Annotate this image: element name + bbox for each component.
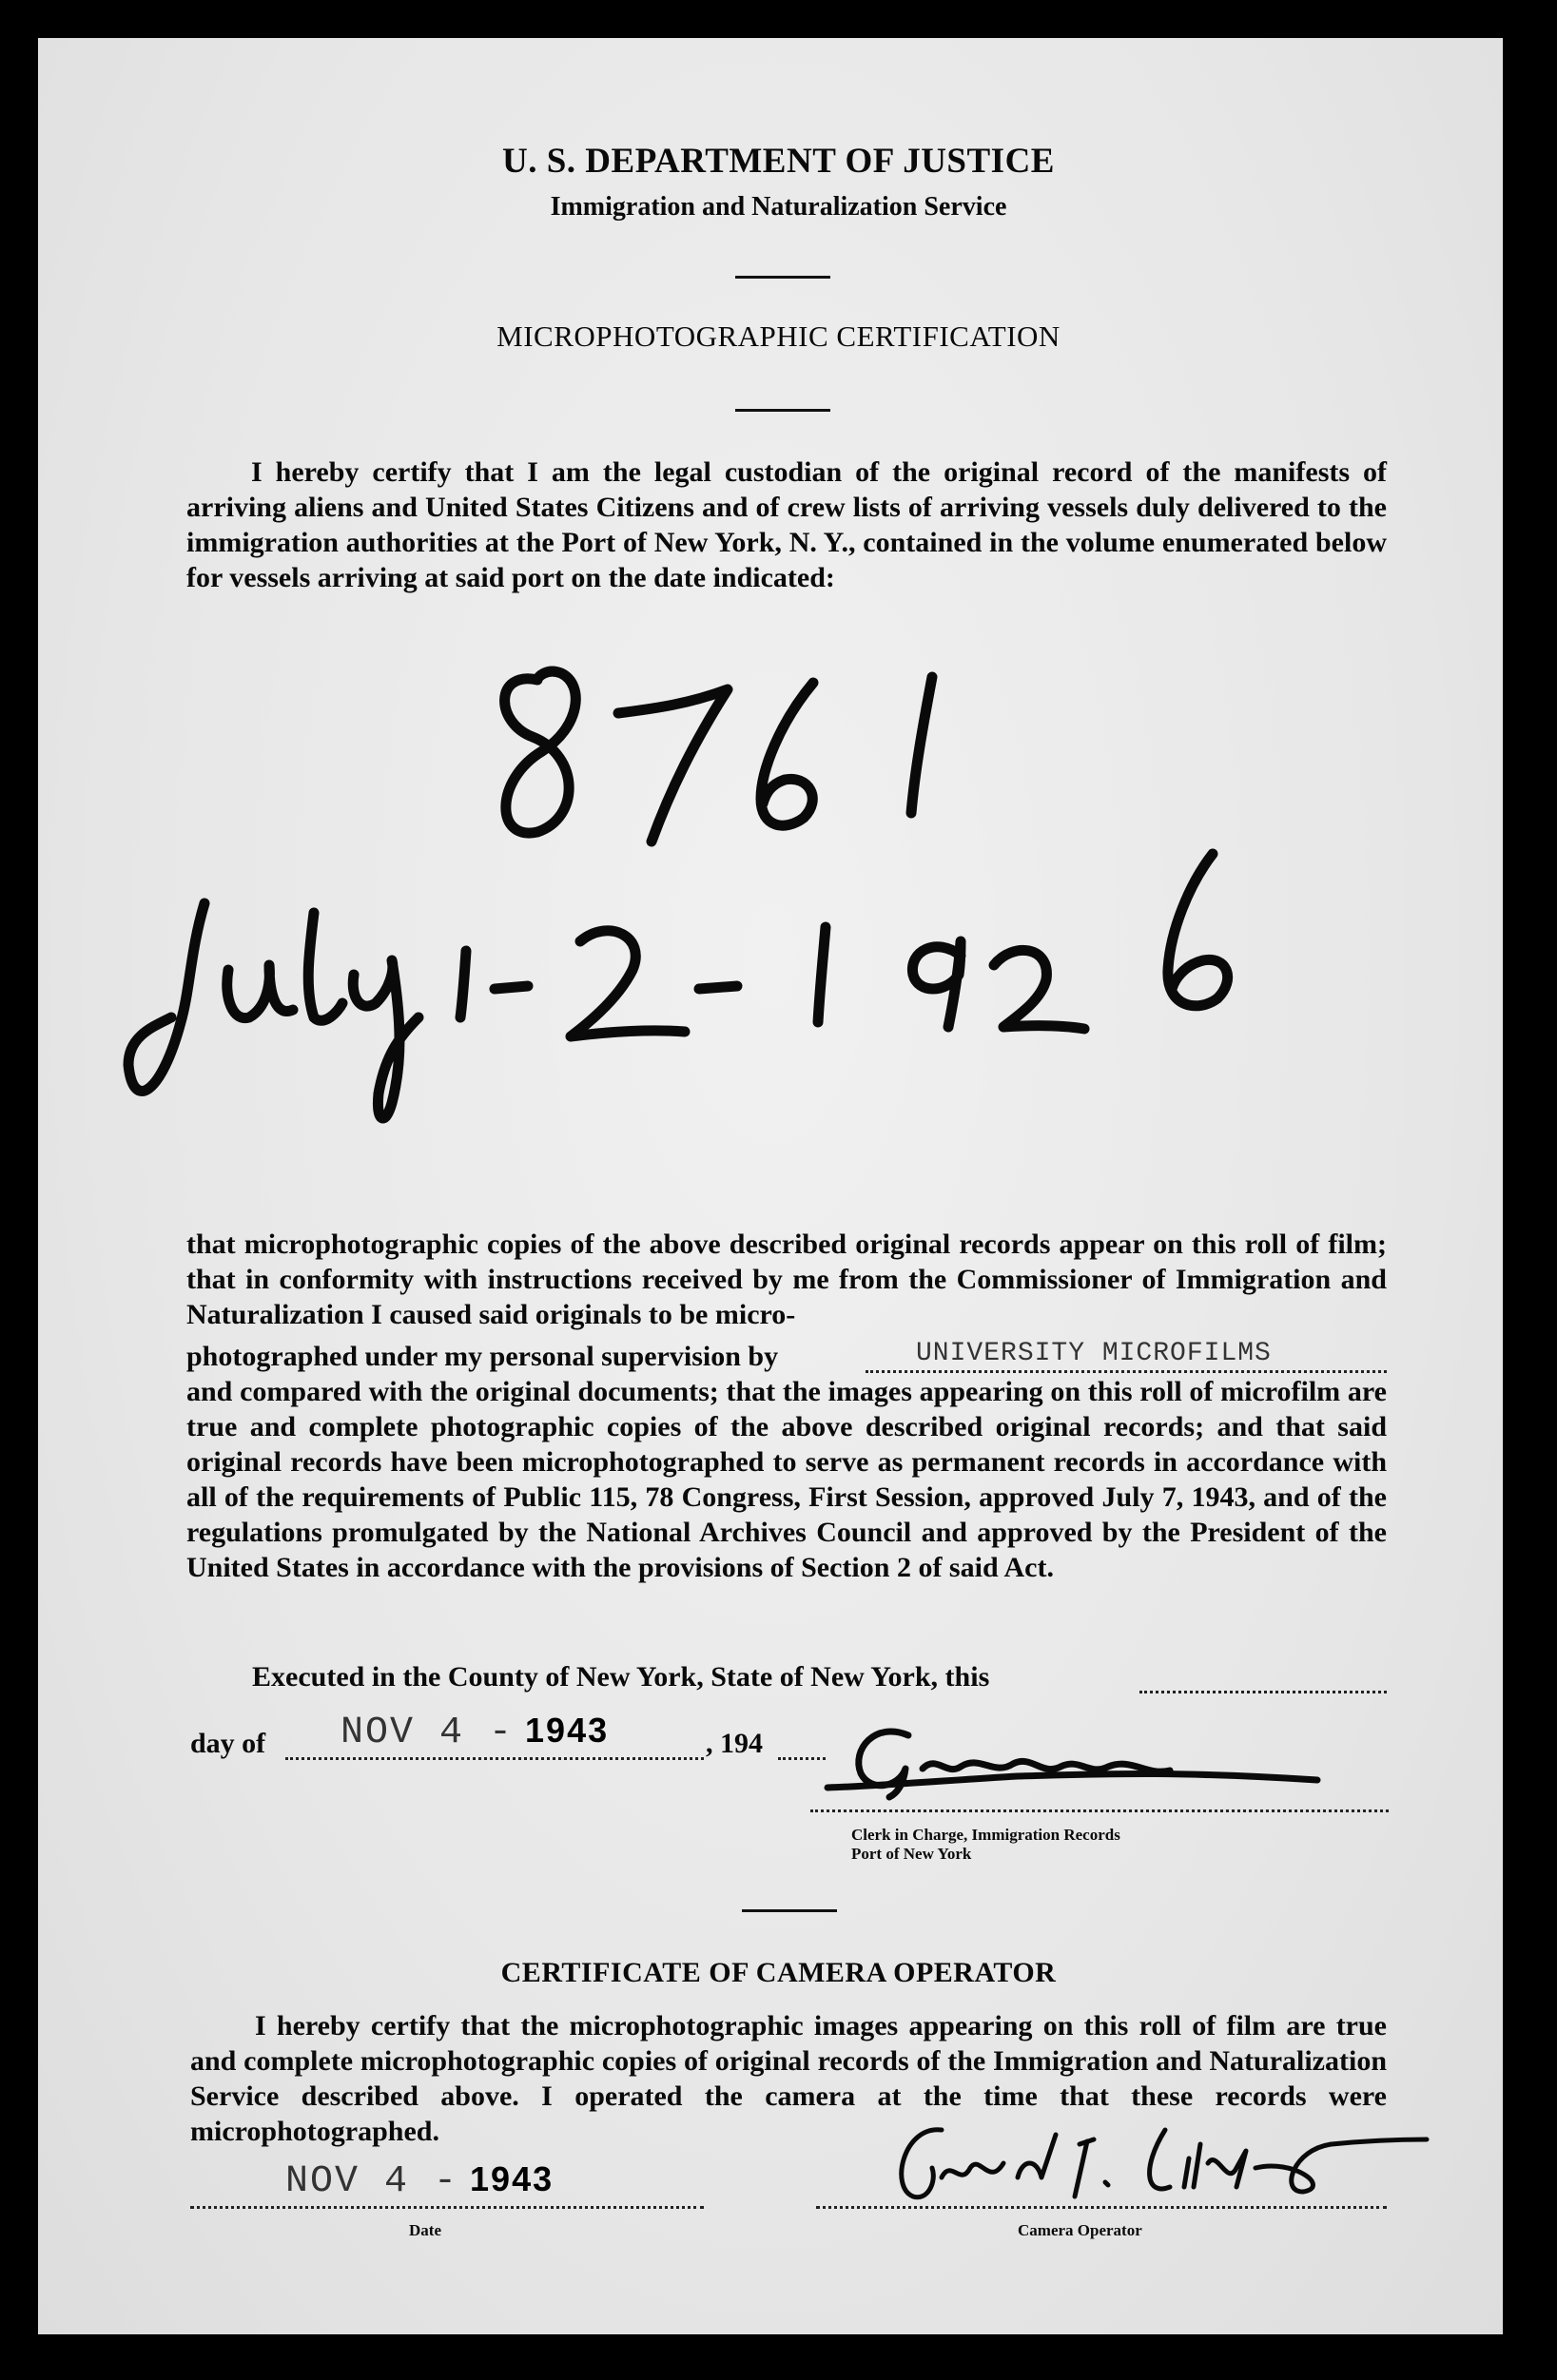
certification-title: MICROPHOTOGRAPHIC CERTIFICATION	[496, 319, 1061, 353]
body-paragraph-part2: and compared with the original documents; that the images appearing on this roll of microfilm are true and complete photographic copies of the above described original records; and that said original records have been microphotographed to serve as permanent records in accordance with all of the requirements of Public 115, 78 Congress, First Session, approved July 7, 1943, and of the regulations promulgated by the National Archives Council and approved by the President of the United States in accordance with the provisions of Section 2 of said Act.	[186, 1376, 1387, 1583]
camera-certificate-text: I hereby certify that the microphotographic images appearing on this roll of film are true and complete microphotographic copies of original records of the Immigration and Naturalization Service described above. I operated the camera at the time that these records were microphotographed.	[190, 2010, 1387, 2147]
stamp-year: 1943	[525, 1711, 610, 1750]
supervision-line-label: photographed under my personal supervision by	[186, 1341, 779, 1372]
stamp-year: 1943	[470, 2159, 555, 2198]
stamp-date: NOV 4 -	[285, 2160, 459, 2203]
date-label: Date	[409, 2221, 441, 2239]
body-paragraph-part1: that microphotographic copies of the above described original records appear on this roll of film; that in conformity with instructions received by me from the Commissioner of Immigration and Naturalization I caused said originals to be micro-	[186, 1229, 1387, 1330]
camera-certificate-title: CERTIFICATE OF CAMERA OPERATOR	[500, 1957, 1057, 1988]
year-prefix: , 194	[706, 1728, 763, 1759]
day-of-label: day of	[190, 1728, 266, 1759]
camera-operator-label: Camera Operator	[1018, 2221, 1142, 2239]
clerk-title-line1: Clerk in Charge, Immigration Records	[851, 1826, 1120, 1844]
supervisor-stamp: UNIVERSITY MICROFILMS	[916, 1339, 1272, 1368]
clerk-title-line2: Port of New York	[851, 1845, 972, 1863]
service-subheading: Immigration and Naturalization Service	[550, 192, 1007, 222]
intro-paragraph: I hereby certify that I am the legal custodian of the original record of the manifests of arriving aliens and United States Citizens and of crew lists of arriving vessels duly delivered to the immigration authorities at the Port of New York, N. Y., contained in the volume enumerated below for vessels arriving at said port on the date indicated:	[186, 456, 1387, 593]
operator-dotted-line	[816, 2206, 1387, 2209]
stamp-date: NOV 4 -	[341, 1712, 515, 1754]
department-heading: U. S. DEPARTMENT OF JUSTICE	[502, 142, 1055, 181]
executed-text: Executed in the County of New York, State of New York, this	[252, 1661, 990, 1693]
